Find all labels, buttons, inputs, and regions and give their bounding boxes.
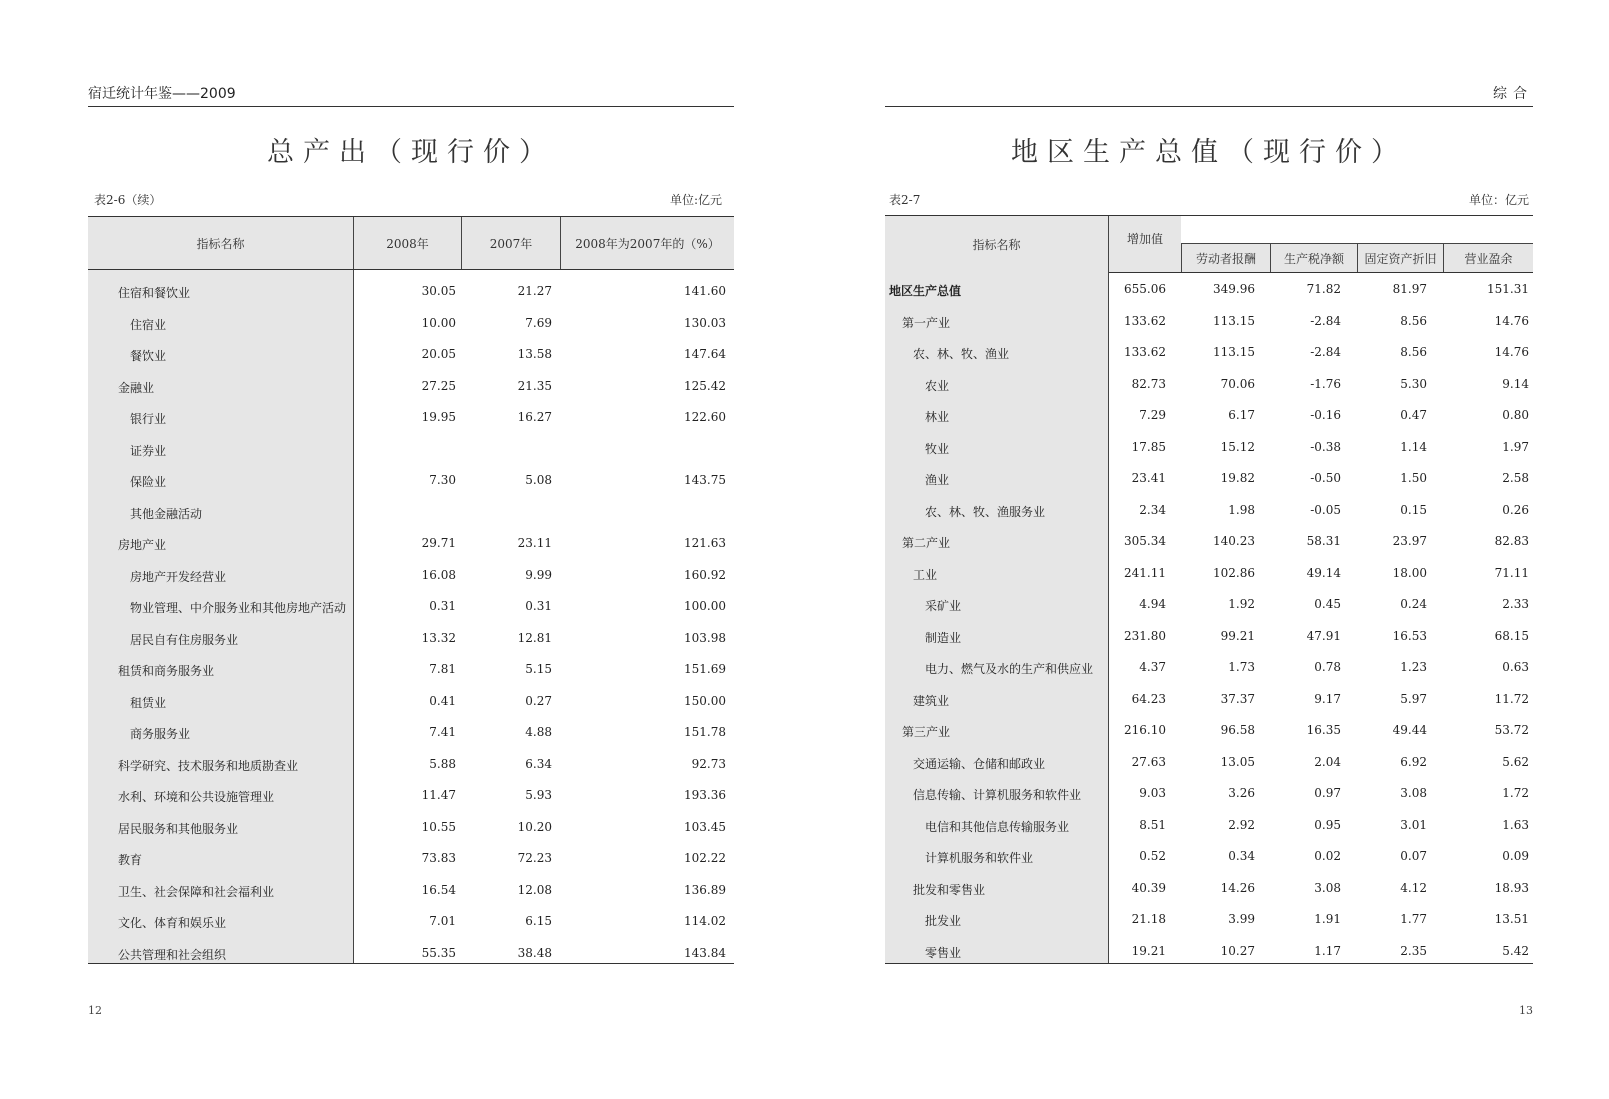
value-2008: 16.08 bbox=[421, 567, 456, 582]
header-depreciation: 固定资产折旧 bbox=[1358, 244, 1443, 272]
indicator-name: 农、林、牧、渔服务业 bbox=[925, 504, 1046, 519]
table-row bbox=[88, 906, 734, 938]
net-production-tax: 0.45 bbox=[1314, 597, 1341, 611]
table-row bbox=[885, 652, 1533, 684]
value-added: 82.73 bbox=[1131, 376, 1166, 391]
table-row bbox=[885, 684, 1533, 716]
value-added: 231.80 bbox=[1124, 628, 1166, 643]
value-2008: 11.47 bbox=[421, 788, 456, 802]
header-2008: 2008年 bbox=[354, 217, 461, 269]
indicator-name: 建筑业 bbox=[913, 693, 950, 708]
value-2007: 5.93 bbox=[525, 788, 552, 802]
indicator-name: 公共管理和社会组织 bbox=[118, 947, 227, 962]
table-row bbox=[885, 432, 1533, 464]
indicator-name: 农业 bbox=[925, 378, 950, 393]
operating-surplus: 2.33 bbox=[1502, 597, 1529, 611]
value-ratio: 130.03 bbox=[684, 315, 726, 330]
value-ratio: 143.84 bbox=[684, 945, 726, 960]
value-ratio: 136.89 bbox=[684, 882, 726, 897]
page-number: 12 bbox=[88, 1004, 102, 1017]
value-ratio: 150.00 bbox=[684, 693, 726, 708]
value-2007: 9.99 bbox=[525, 567, 552, 582]
value-2007: 6.34 bbox=[525, 756, 552, 771]
labor-compensation: 14.26 bbox=[1220, 880, 1255, 895]
operating-surplus: 68.15 bbox=[1494, 628, 1529, 643]
table-row bbox=[885, 747, 1533, 779]
net-production-tax: 47.91 bbox=[1306, 628, 1341, 643]
value-2007: 10.20 bbox=[517, 819, 552, 834]
net-production-tax: 3.08 bbox=[1314, 880, 1341, 895]
net-production-tax: -0.05 bbox=[1310, 502, 1341, 517]
indicator-name: 居民服务和其他服务业 bbox=[118, 821, 239, 836]
depreciation: 3.08 bbox=[1400, 786, 1427, 800]
labor-compensation: 2.92 bbox=[1228, 817, 1255, 832]
value-added: 21.18 bbox=[1131, 912, 1166, 926]
net-production-tax: 2.04 bbox=[1314, 754, 1341, 769]
value-added: 4.37 bbox=[1139, 660, 1166, 674]
value-added: 64.23 bbox=[1131, 691, 1166, 706]
net-production-tax: 49.14 bbox=[1306, 565, 1341, 580]
labor-compensation: 10.27 bbox=[1220, 943, 1255, 958]
depreciation: 23.97 bbox=[1392, 534, 1427, 548]
value-added: 27.63 bbox=[1131, 754, 1166, 769]
table-row bbox=[885, 306, 1533, 338]
indicator-name: 牧业 bbox=[925, 441, 950, 456]
table-id: 表2-7 bbox=[889, 193, 921, 207]
labor-compensation: 70.06 bbox=[1220, 376, 1255, 391]
depreciation: 1.77 bbox=[1400, 912, 1427, 926]
operating-surplus: 0.80 bbox=[1502, 408, 1529, 422]
value-2008: 0.31 bbox=[429, 599, 456, 613]
value-ratio: 103.45 bbox=[684, 819, 726, 834]
table-row bbox=[88, 276, 734, 308]
indicator-name: 制造业 bbox=[925, 630, 962, 645]
table-header bbox=[88, 216, 734, 270]
value-2008: 55.35 bbox=[421, 945, 456, 960]
table-row bbox=[885, 589, 1533, 621]
indicator-name: 零售业 bbox=[925, 945, 962, 960]
indicator-name: 第一产业 bbox=[902, 315, 951, 330]
operating-surplus: 1.63 bbox=[1502, 817, 1529, 832]
indicator-name: 第二产业 bbox=[902, 536, 951, 550]
page-number: 13 bbox=[1519, 1004, 1533, 1017]
value-added: 133.62 bbox=[1124, 313, 1166, 328]
indicator-name: 批发和零售业 bbox=[913, 882, 986, 897]
value-2007: 7.69 bbox=[525, 315, 552, 330]
net-production-tax: 16.35 bbox=[1306, 723, 1341, 737]
value-added: 305.34 bbox=[1124, 534, 1166, 548]
running-head bbox=[88, 84, 734, 107]
running-head-text: 综合 bbox=[1493, 86, 1533, 102]
indicator-name: 商务服务业 bbox=[130, 727, 191, 741]
indicator-name: 住宿和餐饮业 bbox=[118, 286, 191, 300]
value-2007: 0.27 bbox=[525, 693, 552, 708]
value-added: 4.94 bbox=[1139, 597, 1166, 611]
operating-surplus: 0.09 bbox=[1502, 849, 1529, 863]
operating-surplus: 13.51 bbox=[1494, 912, 1529, 926]
value-added: 2.34 bbox=[1139, 502, 1166, 517]
table-row bbox=[88, 339, 734, 371]
indicator-name: 采矿业 bbox=[925, 599, 962, 613]
operating-surplus: 1.97 bbox=[1502, 439, 1529, 454]
value-ratio: 151.78 bbox=[684, 725, 726, 739]
value-2008: 10.00 bbox=[421, 315, 456, 330]
table-row bbox=[88, 780, 734, 812]
table-row bbox=[885, 936, 1533, 968]
value-2008: 20.05 bbox=[421, 347, 456, 361]
labor-compensation: 102.86 bbox=[1213, 565, 1255, 580]
depreciation: 8.56 bbox=[1400, 345, 1427, 359]
net-production-tax: 1.91 bbox=[1314, 912, 1341, 926]
table-row bbox=[885, 904, 1533, 936]
table-row bbox=[885, 621, 1533, 653]
indicator-name: 交通运输、仓储和邮政业 bbox=[913, 756, 1046, 771]
header-indicator: 指标名称 bbox=[885, 216, 1108, 272]
running-head-text: 宿迁统计年鉴——2009 bbox=[88, 86, 236, 102]
depreciation: 16.53 bbox=[1392, 628, 1427, 643]
labor-compensation: 1.92 bbox=[1228, 597, 1255, 611]
net-production-tax: -2.84 bbox=[1310, 345, 1341, 359]
indicator-name: 批发业 bbox=[925, 914, 962, 928]
value-added: 23.41 bbox=[1131, 471, 1166, 485]
net-production-tax: -0.38 bbox=[1310, 439, 1341, 454]
right-page bbox=[885, 0, 1533, 1099]
value-2008: 0.41 bbox=[429, 693, 456, 708]
net-production-tax: 71.82 bbox=[1306, 282, 1341, 296]
header-value-added: 增加值 bbox=[1109, 216, 1181, 272]
depreciation: 6.92 bbox=[1400, 754, 1427, 769]
value-2007: 13.58 bbox=[517, 347, 552, 361]
indicator-name: 餐饮业 bbox=[130, 349, 167, 363]
value-2008: 7.01 bbox=[429, 914, 456, 928]
header-indicator: 指标名称 bbox=[88, 217, 353, 269]
indicator-name: 银行业 bbox=[130, 412, 167, 426]
value-ratio: 151.69 bbox=[684, 662, 726, 676]
value-ratio: 125.42 bbox=[684, 378, 726, 393]
net-production-tax: 0.95 bbox=[1314, 817, 1341, 832]
indicator-name: 租赁业 bbox=[130, 695, 167, 710]
table-row bbox=[88, 717, 734, 749]
table-row bbox=[88, 465, 734, 497]
operating-surplus: 14.76 bbox=[1494, 345, 1529, 359]
depreciation: 0.07 bbox=[1400, 849, 1427, 863]
labor-compensation: 0.34 bbox=[1228, 849, 1255, 863]
table-row bbox=[88, 591, 734, 623]
indicator-name: 卫生、社会保障和社会福利业 bbox=[118, 884, 275, 899]
table-row bbox=[885, 495, 1533, 527]
value-ratio: 122.60 bbox=[684, 410, 726, 424]
value-2008: 7.30 bbox=[429, 473, 456, 487]
page-title: 地区生产总值（现行价） bbox=[1011, 137, 1407, 168]
operating-surplus: 5.42 bbox=[1502, 943, 1529, 958]
indicator-name: 工业 bbox=[913, 567, 938, 582]
value-2008: 19.95 bbox=[421, 410, 456, 424]
depreciation: 18.00 bbox=[1392, 565, 1427, 580]
indicator-name: 房地产业 bbox=[118, 538, 167, 552]
depreciation: 0.24 bbox=[1400, 597, 1427, 611]
value-2007: 72.23 bbox=[517, 851, 552, 865]
operating-surplus: 1.72 bbox=[1502, 786, 1529, 800]
value-added: 655.06 bbox=[1124, 282, 1166, 296]
depreciation: 0.15 bbox=[1400, 502, 1427, 517]
table-row bbox=[88, 308, 734, 340]
indicator-name: 文化、体育和娱乐业 bbox=[118, 916, 227, 930]
value-ratio: 92.73 bbox=[691, 756, 726, 771]
indicator-name: 林业 bbox=[925, 410, 950, 424]
net-production-tax: -1.76 bbox=[1310, 376, 1341, 391]
indicator-name: 保险业 bbox=[130, 475, 167, 489]
depreciation: 5.97 bbox=[1400, 691, 1427, 706]
value-2008: 10.55 bbox=[421, 819, 456, 834]
labor-compensation: 96.58 bbox=[1220, 723, 1255, 737]
value-2008: 5.88 bbox=[429, 756, 456, 771]
value-2008: 16.54 bbox=[421, 882, 456, 897]
value-2007: 6.15 bbox=[525, 914, 552, 928]
value-added: 241.11 bbox=[1124, 565, 1166, 580]
table-row bbox=[885, 873, 1533, 905]
labor-compensation: 3.26 bbox=[1228, 786, 1255, 800]
indicator-name: 第三产业 bbox=[902, 725, 951, 739]
page-title: 总产出（现行价） bbox=[267, 137, 555, 168]
operating-surplus: 18.93 bbox=[1494, 880, 1529, 895]
value-added: 19.21 bbox=[1131, 943, 1166, 958]
depreciation: 3.01 bbox=[1400, 817, 1427, 832]
value-2007: 5.15 bbox=[525, 662, 552, 676]
operating-surplus: 53.72 bbox=[1494, 723, 1529, 737]
indicator-name: 计算机服务和软件业 bbox=[925, 851, 1034, 865]
value-ratio: 160.92 bbox=[684, 567, 726, 582]
depreciation: 1.23 bbox=[1400, 660, 1427, 674]
net-production-tax: -0.50 bbox=[1310, 471, 1341, 485]
table-row bbox=[885, 400, 1533, 432]
value-added: 17.85 bbox=[1131, 439, 1166, 454]
indicator-name: 房地产开发经营业 bbox=[130, 569, 227, 584]
table-row bbox=[885, 526, 1533, 558]
value-2007: 5.08 bbox=[525, 473, 552, 487]
indicator-name: 住宿业 bbox=[130, 317, 167, 332]
table-row bbox=[885, 715, 1533, 747]
value-added: 7.29 bbox=[1139, 408, 1166, 422]
net-production-tax: 58.31 bbox=[1306, 534, 1341, 548]
depreciation: 5.30 bbox=[1400, 376, 1427, 391]
operating-surplus: 151.31 bbox=[1487, 282, 1529, 296]
table-row bbox=[885, 558, 1533, 590]
indicator-name: 物业管理、中介服务业和其他房地产活动 bbox=[130, 601, 347, 615]
value-added: 133.62 bbox=[1124, 345, 1166, 359]
value-ratio: 100.00 bbox=[684, 599, 726, 613]
value-2007: 0.31 bbox=[525, 599, 552, 613]
value-2007: 21.35 bbox=[517, 378, 552, 393]
indicator-name: 电力、燃气及水的生产和供应业 bbox=[925, 662, 1094, 676]
depreciation: 8.56 bbox=[1400, 313, 1427, 328]
left-page bbox=[88, 0, 734, 1099]
labor-compensation: 140.23 bbox=[1213, 534, 1255, 548]
value-2008: 7.41 bbox=[429, 725, 456, 739]
value-2007: 38.48 bbox=[517, 945, 552, 960]
value-ratio: 121.63 bbox=[684, 536, 726, 550]
labor-compensation: 6.17 bbox=[1228, 408, 1255, 422]
net-production-tax: 0.97 bbox=[1314, 786, 1341, 800]
header-net-production-tax: 生产税净额 bbox=[1271, 244, 1357, 272]
table-id: 表2-6（续） bbox=[94, 193, 162, 207]
table-header bbox=[885, 215, 1533, 273]
value-2007: 23.11 bbox=[517, 536, 552, 550]
indicator-name: 水利、环境和公共设施管理业 bbox=[118, 790, 275, 804]
table-row bbox=[88, 402, 734, 434]
running-head bbox=[885, 84, 1533, 107]
value-2008: 73.83 bbox=[421, 851, 456, 865]
labor-compensation: 99.21 bbox=[1220, 628, 1255, 643]
table-body bbox=[88, 270, 734, 964]
header-ratio: 2008年为2007年的（%） bbox=[561, 217, 734, 269]
operating-surplus: 0.63 bbox=[1502, 660, 1529, 674]
net-production-tax: 0.02 bbox=[1314, 849, 1341, 863]
net-production-tax: 1.17 bbox=[1314, 943, 1341, 958]
operating-surplus: 2.58 bbox=[1502, 471, 1529, 485]
labor-compensation: 3.99 bbox=[1228, 912, 1255, 926]
table-row bbox=[885, 337, 1533, 369]
indicator-name: 教育 bbox=[118, 853, 143, 867]
value-2008: 29.71 bbox=[421, 536, 456, 550]
table-row bbox=[885, 274, 1533, 306]
labor-compensation: 37.37 bbox=[1220, 691, 1255, 706]
value-2007: 16.27 bbox=[517, 410, 552, 424]
labor-compensation: 13.05 bbox=[1220, 754, 1255, 769]
value-2008: 7.81 bbox=[429, 662, 456, 676]
depreciation: 1.14 bbox=[1400, 439, 1427, 454]
labor-compensation: 113.15 bbox=[1213, 313, 1255, 328]
operating-surplus: 71.11 bbox=[1494, 565, 1529, 580]
value-ratio: 103.98 bbox=[684, 630, 726, 645]
indicator-name: 农、林、牧、渔业 bbox=[913, 347, 1010, 361]
unit-label: 单位:亿元 bbox=[669, 193, 722, 207]
value-ratio: 147.64 bbox=[684, 347, 726, 361]
indicator-name: 地区生产总值 bbox=[889, 284, 962, 298]
value-2007: 12.81 bbox=[517, 630, 552, 645]
table-row bbox=[885, 841, 1533, 873]
depreciation: 4.12 bbox=[1400, 880, 1427, 895]
value-ratio: 193.36 bbox=[684, 788, 726, 802]
value-ratio: 143.75 bbox=[684, 473, 726, 487]
operating-surplus: 0.26 bbox=[1502, 502, 1529, 517]
labor-compensation: 349.96 bbox=[1213, 282, 1255, 296]
header-2007: 2007年 bbox=[462, 217, 560, 269]
depreciation: 2.35 bbox=[1400, 943, 1427, 958]
table-row bbox=[88, 560, 734, 592]
indicator-name: 证券业 bbox=[130, 443, 167, 458]
table-row bbox=[88, 371, 734, 403]
operating-surplus: 5.62 bbox=[1502, 754, 1529, 769]
table-row bbox=[88, 812, 734, 844]
table-row bbox=[88, 434, 734, 466]
net-production-tax: 9.17 bbox=[1314, 691, 1341, 706]
labor-compensation: 19.82 bbox=[1220, 471, 1255, 485]
table-row bbox=[88, 654, 734, 686]
depreciation: 0.47 bbox=[1400, 408, 1427, 422]
value-added: 40.39 bbox=[1131, 880, 1166, 895]
indicator-name: 信息传输、计算机服务和软件业 bbox=[913, 788, 1082, 802]
indicator-name: 其他金融活动 bbox=[130, 506, 203, 521]
value-2007: 21.27 bbox=[517, 284, 552, 298]
labor-compensation: 113.15 bbox=[1213, 345, 1255, 359]
labor-compensation: 1.73 bbox=[1228, 660, 1255, 674]
table-row bbox=[88, 875, 734, 907]
depreciation: 49.44 bbox=[1392, 723, 1427, 737]
header-operating-surplus: 营业盈余 bbox=[1444, 244, 1533, 272]
header-labor-compensation: 劳动者报酬 bbox=[1182, 244, 1270, 272]
unit-label: 单位：亿元 bbox=[1468, 193, 1529, 207]
value-ratio: 141.60 bbox=[684, 284, 726, 298]
value-2007: 4.88 bbox=[525, 725, 552, 739]
indicator-name: 居民自有住房服务业 bbox=[130, 632, 239, 647]
indicator-name: 租赁和商务服务业 bbox=[118, 664, 215, 678]
table-row bbox=[88, 686, 734, 718]
table-row bbox=[88, 938, 734, 970]
table-row bbox=[88, 843, 734, 875]
value-2008: 27.25 bbox=[421, 378, 456, 393]
operating-surplus: 82.83 bbox=[1494, 534, 1529, 548]
operating-surplus: 11.72 bbox=[1494, 691, 1529, 706]
depreciation: 1.50 bbox=[1400, 471, 1427, 485]
table-row bbox=[88, 749, 734, 781]
value-added: 216.10 bbox=[1124, 723, 1166, 737]
labor-compensation: 15.12 bbox=[1220, 439, 1255, 454]
value-ratio: 102.22 bbox=[684, 851, 726, 865]
net-production-tax: -2.84 bbox=[1310, 313, 1341, 328]
table-body bbox=[885, 272, 1533, 964]
indicator-name: 金融业 bbox=[118, 380, 155, 395]
depreciation: 81.97 bbox=[1392, 282, 1427, 296]
value-added: 8.51 bbox=[1139, 817, 1166, 832]
table-row bbox=[88, 528, 734, 560]
table-row bbox=[885, 810, 1533, 842]
value-2008: 13.32 bbox=[421, 630, 456, 645]
table-row bbox=[885, 778, 1533, 810]
table-row bbox=[88, 623, 734, 655]
indicator-name: 渔业 bbox=[925, 473, 950, 487]
indicator-name: 电信和其他信息传输服务业 bbox=[925, 819, 1070, 834]
table-row bbox=[885, 369, 1533, 401]
labor-compensation: 1.98 bbox=[1228, 502, 1255, 517]
net-production-tax: -0.16 bbox=[1310, 408, 1341, 422]
indicator-name: 科学研究、技术服务和地质勘查业 bbox=[118, 758, 299, 773]
table-row bbox=[885, 463, 1533, 495]
value-ratio: 114.02 bbox=[684, 914, 726, 928]
value-added: 9.03 bbox=[1139, 786, 1166, 800]
operating-surplus: 14.76 bbox=[1494, 313, 1529, 328]
value-2007: 12.08 bbox=[517, 882, 552, 897]
value-added: 0.52 bbox=[1139, 849, 1166, 863]
table-row bbox=[88, 497, 734, 529]
value-2008: 30.05 bbox=[421, 284, 456, 298]
operating-surplus: 9.14 bbox=[1502, 376, 1529, 391]
net-production-tax: 0.78 bbox=[1314, 660, 1341, 674]
